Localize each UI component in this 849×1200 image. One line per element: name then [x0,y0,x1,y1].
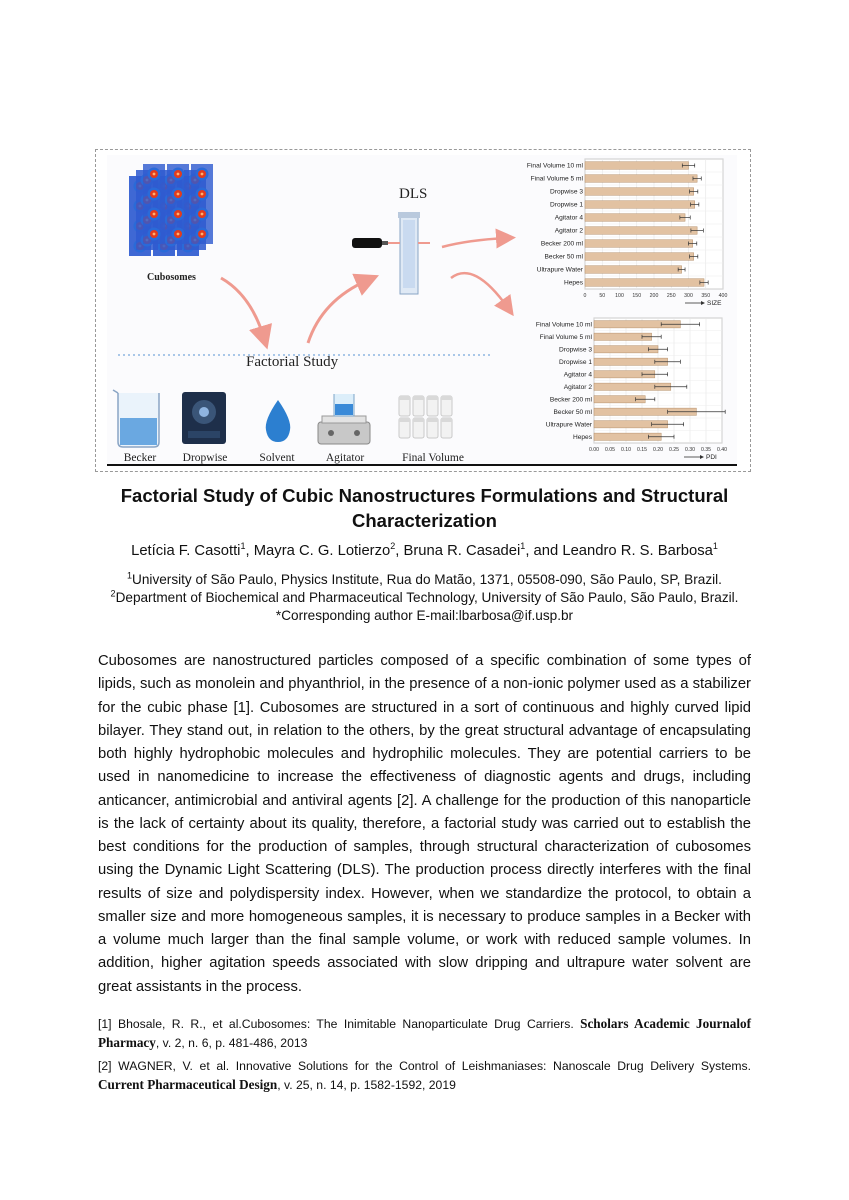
vial-cap-shape [427,418,438,422]
x-axis-label: PDI [706,454,717,461]
graphical-abstract [95,149,751,472]
author-list [98,541,751,561]
arrow-to-dls-icon [308,280,368,343]
axis-arrow-head [700,455,704,459]
x-tick-label: 0.30 [684,447,696,453]
x-axis-label: SIZE [707,300,722,307]
category-label: Becker 50 ml [553,408,592,416]
category-label: Final Volume 5 ml [530,175,583,183]
factorial-study-label: Factorial Study [246,354,339,370]
axis-arrow-head [701,301,705,305]
category-label: Becker 200 ml [540,240,583,248]
category-label: Hepes [563,279,583,287]
reference-2: [2] WAGNER, V. et al. Innovative Solutions for the Control of Leishmaniases: Nanoscale Drug Delivery Systems. Current Pharmaceutical Design, v. 25, n. 14, p. 1582-1592, 2019 [98,1059,751,1092]
category-label: Agitator 4 [563,371,592,379]
author-separator: , [245,543,254,559]
cubosome-center [153,173,156,176]
bar [585,188,694,196]
x-tick-label: 250 [666,293,676,299]
category-label: Final Volume 10 ml [526,162,583,170]
author-name: Bruna R. Casadei [403,543,521,559]
bar [585,240,693,248]
category-label: Ultrapure Water [545,421,592,429]
cubosome-center [177,173,180,176]
bar [585,227,697,235]
bar [585,214,685,222]
author-name: Mayra C. G. Lotierzo [253,543,391,559]
vial-cap-shape [413,418,424,422]
abstract-text: Cubosomes are nanostructured particles composed of a specific combination of some types of lipids, such as monolein and phyanthriol, in the presence of a non-ionic polymer used as a stabilizer for the cubic phase [1]. Cubosomes are structured in a sort of continuous and highly curved lipid bilayer. They stand out, in relation to the others, by the great structural advantage of encapsulating both highly hydrophobic molecules and hydrophilic molecules. They are potential carriers to be used in nanomedicine to increase the effectiveness of diagnostic agents and drugs, including anticancer, antimicrobial and antiviral agents [2]. A challenge for the production of this nanoparticle is the lack of certainty about its quality, therefore, a factorial study was carried out to establish the best conditions for the production of samples, through structural characterization of cubosomes using the Dynamic Light Scattering (DLS). The production process directly interferes with the final results of size and polydispersity index. However, when we standardize the protocol, to obtain a smaller size and more homogeneous samples, it is necessary to produce samples in a Becker with a volume much larger than the final sample volume, or work with reduced sample volumes. In addition, higher agitation speeds associated with slow dripping and ultrapure water solvent are great assistants in the process. [98,653,751,995]
reference-1: [1] Bhosale, R. R., et al.Cubosomes: The Inimitable Nanoparticulate Drug Carriers. Scholars Academic Journalof Pharmacy, v. 2, n. 6, p. 481-486, 2013 [98,1016,751,1050]
vial-cap-shape [441,396,452,400]
author [254,543,396,559]
cubosome-center [177,193,180,196]
category-label: Becker 50 ml [544,253,583,261]
affiliation-2: $^2$Department of Biochemical and Pharmaceutical Technology, University of São Paulo, São Paulo, Brazil. [110,588,739,605]
arrow-to-factorial-icon [221,278,264,338]
category-label: Agitator 2 [554,227,583,235]
author-name: Leandro R. S. Barbosa [562,543,713,559]
affiliations [98,571,751,625]
paper-title: Factorial Study of Cubic Nanostructures Formulations and Structural Characterization [120,485,729,531]
category-label: Final Volume 10 ml [535,321,592,329]
bar [585,279,704,287]
bar [585,175,697,183]
bottom-item-label: Dropwise [182,452,228,464]
cubosomes-label: Cubosomes [147,272,196,283]
bottom-item-label: Solvent [259,452,295,464]
category-label: Becker 200 ml [549,396,592,404]
category-label: Ultrapure Water [536,266,583,274]
x-tick-label: 300 [684,293,693,299]
cubosome-center [201,193,204,196]
x-tick-label: 0.10 [620,447,632,453]
bottom-item-label: Agitator [325,452,365,464]
category-label: Dropwise 1 [559,358,592,366]
x-tick-label: 100 [615,293,624,299]
author-separator: , [395,543,404,559]
x-tick-label: 150 [632,293,642,299]
x-tick-label: 0.25 [668,447,680,453]
figure-canvas [96,150,750,471]
category-label: Dropwise 3 [559,346,592,354]
category-label: Final Volume 5 ml [539,333,592,341]
author-separator: , and [525,543,563,559]
author-affiliation-mark: 2 [390,541,396,552]
cubosome-center [153,193,156,196]
cubosome-center [201,213,204,216]
cubosome-cluster-icon [129,164,213,256]
vial-cap-shape [441,418,452,422]
bar [585,266,682,274]
author-affiliation-mark: 1 [712,541,718,552]
vial-cap-shape [399,418,410,422]
x-tick-label: 0.20 [652,447,664,453]
x-tick-label: 200 [649,293,659,299]
affiliation-1: $^1$University of São Paulo, Physics Institute, Rua do Matão, 1371, 05508-090, São Paulo, SP, Brazil. [127,570,722,587]
x-tick-label: 0 [583,293,587,299]
cubosome-center [153,233,156,236]
drop-icon [266,400,291,442]
vial-cap-shape [413,396,424,400]
x-tick-label: 0.00 [588,447,600,453]
author-affiliation-mark: 1 [520,541,526,552]
cubosome-center [177,213,180,216]
x-tick-label: 50 [599,293,606,299]
author [131,543,245,559]
dls-label: DLS [399,186,428,202]
dls-cuvette-icon [398,212,420,294]
x-tick-label: 0.05 [604,447,616,453]
cubosome-center [153,213,156,216]
x-tick-label: 0.40 [716,447,728,453]
bar [585,201,695,209]
x-tick-label: 0.15 [636,447,648,453]
x-tick-label: 400 [718,293,728,299]
vial-cap-shape [427,396,438,400]
pump-icon [182,392,226,444]
author [404,543,526,559]
cubosome-center [201,233,204,236]
arrow-to-size-chart-icon [442,238,506,247]
references [98,1015,751,1100]
pdi-bar-chart [536,318,727,461]
category-label: Dropwise 1 [550,201,583,209]
bottom-item-label: Becker [123,452,157,464]
corresponding-author: *Corresponding author E-mail:lbarbosa@if.usp.br [275,608,574,623]
x-tick-label: 350 [701,293,711,299]
stirrer-icon [318,394,370,444]
author-name: Letícia F. Casotti [131,543,241,559]
category-label: Agitator 4 [554,214,583,222]
arrow-to-pdi-chart-icon [451,273,508,308]
x-tick-label: 0.35 [700,447,712,453]
bottom-item-label: Final Volume [402,452,464,464]
vial-cap-shape [399,396,410,400]
category-label: Dropwise 3 [550,188,583,196]
category-label: Agitator 2 [563,383,592,391]
author [562,543,718,559]
vials-icon [399,396,452,438]
bar [585,253,694,261]
size-bar-chart [527,159,728,307]
category-label: Hepes [572,433,592,441]
beaker-icon [113,390,159,447]
bar [585,162,689,170]
author-affiliation-mark: 1 [240,541,246,552]
cubosome-center [177,233,180,236]
cubosome-center [201,173,204,176]
